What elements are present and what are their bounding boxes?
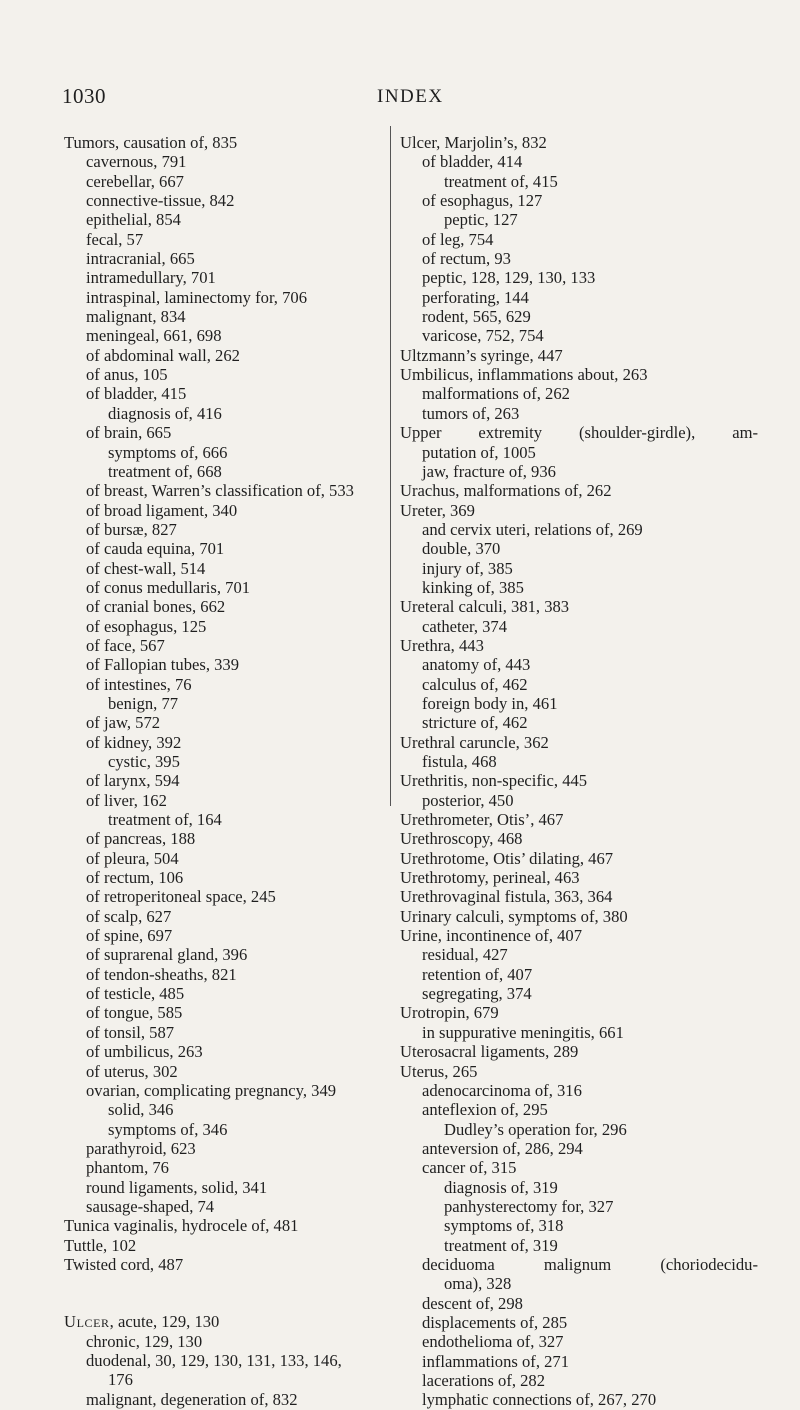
- index-entry: injury of, 385: [422, 558, 513, 578]
- index-entry: Ultzmann’s syringe, 447: [400, 345, 563, 365]
- index-entry: of bursæ, 827: [86, 519, 177, 539]
- index-entry: malformations of, 262: [422, 384, 570, 404]
- index-entry: lacerations of, 282: [422, 1371, 546, 1390]
- index-entry: sausage-shaped, 74: [86, 1196, 215, 1216]
- index-entry: treatment of, 319: [444, 1235, 558, 1255]
- index-entry: Urethrotome, Otis’ dilating, 467: [400, 848, 614, 868]
- index-entry: oma), 328: [444, 1274, 512, 1294]
- index-entry: of tendon-sheaths, 821: [86, 964, 237, 984]
- index-entry: Urachus, malformations of, 262: [400, 481, 612, 501]
- index-entry: catheter, 374: [422, 616, 508, 636]
- index-entry: Ureteral calculi, 381, 383: [400, 597, 570, 617]
- index-entry: posterior, 450: [422, 790, 514, 810]
- index-entry: of tongue, 585: [86, 1003, 183, 1023]
- section-gap: [64, 1274, 390, 1312]
- index-entry: of breast, Warren’s classification of, 533: [86, 481, 354, 501]
- index-entry: anteversion of, 286, 294: [422, 1138, 583, 1158]
- index-entry: inflammations of, 271: [422, 1351, 570, 1371]
- index-entry: Tuttle, 102: [64, 1235, 137, 1255]
- page-number: 1030: [62, 84, 106, 108]
- index-entry: of retroperitoneal space, 245: [86, 887, 276, 907]
- index-entry: of leg, 754: [422, 229, 494, 249]
- index-entry: cerebellar, 667: [86, 171, 184, 191]
- index-entry: of esophagus, 127: [422, 191, 543, 211]
- index-entry: of testicle, 485: [86, 984, 185, 1004]
- column-divider: [390, 126, 391, 806]
- index-entry: benign, 77: [108, 693, 179, 713]
- index-entry: of abdominal wall, 262: [86, 345, 240, 365]
- index-entry: intracranial, 665: [86, 249, 195, 269]
- index-entry: cancer of, 315: [422, 1158, 517, 1178]
- index-entry: of kidney, 392: [86, 732, 182, 752]
- index-entry: Tumors, causation of, 835: [64, 133, 238, 152]
- index-entry: of liver, 162: [86, 790, 167, 810]
- index-entry: lymphatic connections of, 267, 270: [422, 1390, 657, 1410]
- index-entry: panhysterectomy for, 327: [444, 1196, 614, 1216]
- index-entry: cavernous, 791: [86, 152, 187, 172]
- index-entry: anteflexion of, 295: [422, 1100, 548, 1120]
- index-entry: Urethrovaginal fistula, 363, 364: [400, 887, 613, 907]
- index-entry: of anus, 105: [86, 365, 168, 385]
- index-entry: of spine, 697: [86, 926, 173, 946]
- index-entry: of conus medullaris, 701: [86, 577, 251, 597]
- index-entry: malignant, 834: [86, 307, 186, 327]
- index-entry: Urethrometer, Otis’, 467: [400, 810, 564, 830]
- index-entry: malignant, degeneration of, 832: [86, 1389, 298, 1409]
- index-entry: Twisted cord, 487: [64, 1254, 184, 1274]
- index-entry: of cauda equina, 701: [86, 539, 225, 559]
- index-column-left: [64, 133, 390, 1409]
- index-entry: of uterus, 302: [86, 1061, 178, 1081]
- index-entry: descent of, 298: [422, 1293, 523, 1313]
- index-entry: rodent, 565, 629: [422, 307, 531, 327]
- index-entry: perforating, 144: [422, 287, 529, 307]
- index-entry: fistula, 468: [422, 752, 497, 771]
- index-entry: of Fallopian tubes, 339: [86, 655, 240, 675]
- index-entry: cystic, 395: [108, 752, 180, 771]
- index-entry: of chest-wall, 514: [86, 558, 206, 578]
- index-entry: kinking of, 385: [422, 577, 524, 597]
- index-entry: tumors of, 263: [422, 403, 520, 423]
- index-entry: Urethral caruncle, 362: [400, 732, 549, 752]
- index-entry: Ulcer, acute, 129, 130: [64, 1312, 220, 1332]
- index-entry: of larynx, 594: [86, 771, 180, 791]
- index-entry: solid, 346: [108, 1100, 174, 1120]
- index-entry: of pancreas, 188: [86, 829, 196, 849]
- index-entry: peptic, 127: [444, 210, 518, 230]
- index-entry: of cranial bones, 662: [86, 597, 226, 617]
- index-entry: peptic, 128, 129, 130, 133: [422, 268, 596, 288]
- index-entry: of rectum, 93: [422, 249, 511, 269]
- index-column-right: [400, 133, 758, 1410]
- running-head: INDEX: [377, 86, 444, 107]
- index-entry: phantom, 76: [86, 1158, 169, 1178]
- index-entry: Urethrotomy, perineal, 463: [400, 868, 580, 888]
- index-entry: residual, 427: [422, 945, 508, 965]
- index-entry: chronic, 129, 130: [86, 1331, 203, 1351]
- index-entry: round ligaments, solid, 341: [86, 1177, 268, 1197]
- index-entry: Tunica vaginalis, hydrocele of, 481: [64, 1216, 299, 1236]
- index-entry: calculus of, 462: [422, 674, 528, 694]
- index-entry: parathyroid, 623: [86, 1138, 196, 1158]
- index-entry: intraspinal, laminectomy for, 706: [86, 287, 307, 307]
- index-entry: of suprarenal gland, 396: [86, 945, 248, 965]
- index-entry: Uterus, 265: [400, 1061, 478, 1081]
- index-entry: 176: [108, 1370, 133, 1390]
- index-entry: of tonsil, 587: [86, 1022, 175, 1042]
- index-entry: ovarian, complicating pregnancy, 349: [86, 1080, 337, 1100]
- index-entry: treatment of, 668: [108, 461, 222, 481]
- index-entry: Umbilicus, inflammations about, 263: [400, 365, 648, 385]
- index-entry: putation of, 1005: [422, 442, 536, 462]
- index-entry: in suppurative meningitis, 661: [422, 1022, 624, 1042]
- index-entry: fecal, 57: [86, 229, 144, 249]
- index-entry: deciduoma malignum (choriodecidu-: [422, 1254, 758, 1274]
- index-entry: meningeal, 661, 698: [86, 326, 222, 346]
- index-entry: of jaw, 572: [86, 713, 161, 733]
- index-entry: jaw, fracture of, 936: [422, 461, 556, 481]
- index-entry: varicose, 752, 754: [422, 326, 544, 346]
- index-entry: of pleura, 504: [86, 848, 179, 868]
- index-entry: Upper extremity (shoulder-girdle), am-: [400, 423, 758, 443]
- index-entry: Urinary calculi, symptoms of, 380: [400, 906, 628, 926]
- index-entry: endothelioma of, 327: [422, 1332, 564, 1352]
- index-entry: Urethroscopy, 468: [400, 829, 523, 849]
- index-entry: symptoms of, 318: [444, 1216, 564, 1236]
- index-entry: of bladder, 415: [86, 384, 187, 404]
- index-entry: treatment of, 164: [108, 810, 222, 830]
- index-entry: Dudley’s operation for, 296: [444, 1119, 627, 1139]
- index-entry: foreign body in, 461: [422, 693, 558, 713]
- index-entry: double, 370: [422, 539, 501, 559]
- index-entry: anatomy of, 443: [422, 655, 531, 675]
- index-entry: Urine, incontinence of, 407: [400, 926, 583, 946]
- index-entry: of umbilicus, 263: [86, 1042, 203, 1062]
- index-entry: stricture of, 462: [422, 713, 528, 733]
- index-entry: of face, 567: [86, 635, 165, 655]
- index-entry: of broad ligament, 340: [86, 500, 238, 520]
- index-entry: Urethra, 443: [400, 635, 484, 655]
- index-entry: of rectum, 106: [86, 868, 184, 888]
- index-entry: of intestines, 76: [86, 674, 192, 694]
- index-entry: treatment of, 415: [444, 171, 558, 191]
- index-entry: of brain, 665: [86, 423, 172, 443]
- index-entry: and cervix uteri, relations of, 269: [422, 519, 643, 539]
- index-entry: of bladder, 414: [422, 152, 523, 172]
- index-entry: duodenal, 30, 129, 130, 131, 133, 146,: [86, 1350, 342, 1370]
- index-entry: displacements of, 285: [422, 1312, 568, 1332]
- index-entry: Urethritis, non-specific, 445: [400, 771, 588, 791]
- index-entry: connective-tissue, 842: [86, 191, 235, 211]
- index-entry: adenocarcinoma of, 316: [422, 1080, 582, 1100]
- index-entry: symptoms of, 346: [108, 1119, 228, 1139]
- index-entry: diagnosis of, 319: [444, 1177, 558, 1197]
- index-entry: symptoms of, 666: [108, 442, 228, 462]
- index-entry: Uterosacral ligaments, 289: [400, 1042, 579, 1062]
- index-entry: segregating, 374: [422, 984, 532, 1004]
- index-entry: of scalp, 627: [86, 906, 172, 926]
- index-entry: Urotropin, 679: [400, 1003, 499, 1023]
- index-entry: diagnosis of, 416: [108, 403, 222, 423]
- index-entry: of esophagus, 125: [86, 616, 207, 636]
- index-entry: Ureter, 369: [400, 500, 475, 520]
- index-entry: epithelial, 854: [86, 210, 181, 230]
- index-entry: retention of, 407: [422, 964, 533, 984]
- index-entry: Ulcer, Marjolin’s, 832: [400, 133, 547, 152]
- index-entry: intramedullary, 701: [86, 268, 216, 288]
